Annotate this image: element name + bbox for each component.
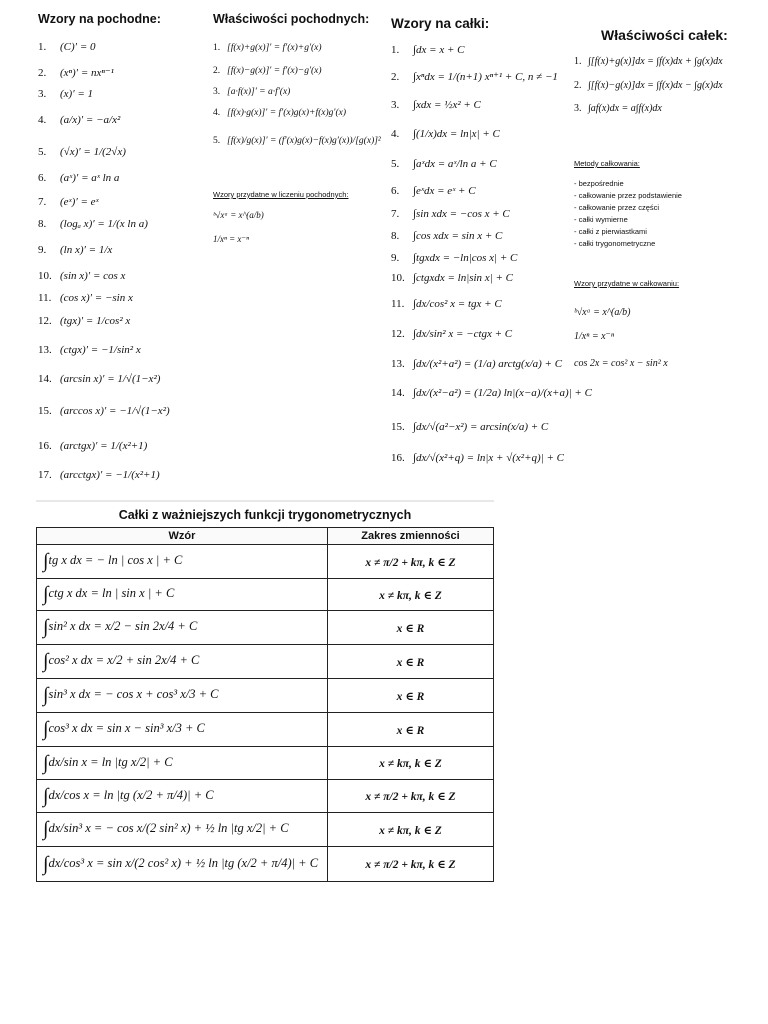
derivative-prop-formula: [f(x)·g(x)]′ = f′(x)g(x)+f(x)g′(x) [227, 108, 347, 118]
derivative-item [38, 292, 133, 304]
table-row [37, 813, 494, 847]
range-cell: x ∈ R [328, 679, 494, 713]
formula-cell [37, 679, 328, 713]
derivative-number: 1. [38, 41, 47, 53]
table-row [37, 645, 494, 679]
formula-cell [37, 847, 328, 882]
formula-text: cos² x dx = x/2 + sin 2x/4 + C [48, 653, 200, 667]
range-cell: x ≠ π/2 + kπ, k ∈ Z [328, 545, 494, 579]
range-cell: x ≠ π/2 + kπ, k ∈ Z [328, 847, 494, 882]
derivative-number: 16. [38, 440, 52, 452]
integral-helper-formula: ᵇ√xᵃ = x^(a/b) [574, 307, 631, 318]
integral-item [391, 230, 502, 242]
derivative-number: 11. [38, 292, 52, 304]
col-header-formula: Wzór [37, 528, 328, 545]
integral-number: 14. [391, 387, 405, 399]
integral-sign-icon: ∫ [43, 650, 49, 672]
integral-helper-title: Wzory przydatne w całkowaniu: [574, 279, 680, 288]
derivative-item [38, 114, 120, 126]
derivative-prop-number: 2. [213, 66, 221, 76]
table-row [37, 545, 494, 579]
formula-text: dx/sin³ x = − cos x/(2 sin² x) + ½ ln |tg x/2| + C [48, 821, 289, 835]
derivative-formula: (cos x)′ = −sin x [60, 292, 133, 304]
integral-number: 7. [391, 208, 400, 220]
range-cell: x ≠ π/2 + kπ, k ∈ Z [328, 780, 494, 813]
derivative-item [38, 196, 99, 208]
formula-cell [37, 579, 328, 611]
formula-text: dx/cos³ x = sin x/(2 cos² x) + ½ ln |tg (x/2 + π/4)| + C [48, 855, 319, 870]
derivative-helper-formula: ᵇ√xᵃ = x^(a/b) [213, 210, 264, 220]
integral-number: 16. [391, 452, 405, 464]
integral-formula: ∫dx = x + C [413, 44, 465, 56]
trig-table-title: Całki z ważniejszych funkcji trygonometrycznych [118, 508, 412, 522]
derivative-props-title: Właściwości pochodnych: [213, 12, 370, 26]
table-row [37, 847, 494, 882]
formula-text: dx/sin x = ln |tg x/2| + C [48, 754, 173, 769]
integral-number: 9. [391, 252, 400, 264]
trig-integrals-table [36, 527, 494, 882]
integral-sign-icon: ∫ [43, 784, 49, 807]
integral-number: 11. [391, 298, 405, 310]
derivative-item [38, 373, 160, 385]
derivative-item [38, 88, 93, 100]
derivative-prop-item [213, 108, 346, 118]
derivative-number: 9. [38, 244, 47, 256]
derivative-number: 6. [38, 172, 47, 184]
range-cell: x ≠ kπ, k ∈ Z [328, 579, 494, 611]
integral-sign-icon: ∫ [43, 684, 49, 706]
integral-prop-item [574, 56, 723, 67]
derivative-item [38, 270, 125, 282]
derivative-prop-formula: [f(x)−g(x)]′ = f′(x)−g′(x) [227, 66, 322, 76]
methods-list [574, 178, 682, 250]
integral-sign-icon: ∫ [43, 583, 49, 605]
derivative-formula: (eˣ)′ = eˣ [60, 196, 99, 208]
integral-item [391, 44, 464, 56]
integral-item [391, 298, 502, 310]
derivative-item [38, 440, 147, 452]
integral-prop-formula: ∫[f(x)+g(x)]dx = ∫f(x)dx + ∫g(x)dx [588, 56, 723, 67]
integral-number: 13. [391, 358, 405, 370]
method-item: - całki wymierne [574, 215, 628, 224]
integral-formula: ∫dx/√(x²+q) = ln|x + √(x²+q)| + C [413, 452, 564, 464]
derivative-prop-item [213, 43, 322, 53]
formula-text: cos³ x dx = sin x − sin³ x/3 + C [48, 721, 205, 735]
integral-number: 8. [391, 230, 400, 242]
formula-text: ctg x dx = ln | sin x | + C [48, 586, 175, 600]
derivative-prop-formula: [a·f(x)]′ = a·f′(x) [227, 87, 291, 97]
derivative-prop-item [213, 66, 322, 76]
integral-formula: ∫cos xdx = sin x + C [413, 230, 503, 242]
derivative-number: 13. [38, 344, 52, 356]
formula-text: dx/cos x = ln |tg (x/2 + π/4)| + C [48, 787, 214, 802]
formula-cell [37, 780, 328, 813]
integral-item [391, 272, 513, 284]
derivative-formula: (aˣ)′ = aˣ ln a [60, 172, 120, 184]
derivative-prop-formula: [f(x)/g(x)]′ = (f′(x)g(x)−f(x)g′(x))/[g(x)]² [227, 136, 381, 146]
derivative-prop-number: 5. [213, 136, 221, 146]
integral-number: 2. [391, 71, 400, 83]
derivative-helper-formula: 1/xⁿ = x⁻ⁿ [213, 234, 249, 244]
integral-item [391, 158, 497, 170]
table-row [37, 780, 494, 813]
derivative-formula: (xⁿ)′ = nxⁿ⁻¹ [60, 67, 114, 79]
integral-number: 1. [391, 44, 400, 56]
derivative-formula: (arccos x)′ = −1/√(1−x²) [60, 405, 170, 417]
formula-cell [37, 611, 328, 645]
derivative-formula: (a/x)′ = −a/x² [60, 114, 121, 126]
table-row [37, 579, 494, 611]
integral-item [391, 358, 562, 370]
integral-sign-icon: ∫ [43, 751, 49, 774]
derivative-formula: (x)′ = 1 [60, 88, 94, 100]
integral-item [391, 70, 558, 83]
method-item: - całki trygonometryczne [574, 239, 656, 248]
integral-prop-item [574, 80, 723, 91]
integral-number: 5. [391, 158, 400, 170]
derivative-prop-item [213, 136, 381, 146]
formula-text: tg x dx = − ln | cos x | + C [48, 553, 183, 567]
derivative-formula: (√x)′ = 1/(2√x) [60, 146, 126, 158]
formula-text: sin³ x dx = − cos x + cos³ x/3 + C [48, 687, 219, 701]
derivative-item [38, 405, 170, 417]
derivative-prop-formula: [f(x)+g(x)]′ = f′(x)+g′(x) [227, 43, 322, 53]
derivative-number: 15. [38, 405, 52, 417]
integral-prop-formula: ∫af(x)dx = a∫f(x)dx [588, 103, 662, 114]
integral-number: 6. [391, 185, 400, 197]
integral-item [391, 99, 481, 111]
formula-cell [37, 545, 328, 579]
derivative-prop-item [213, 87, 290, 97]
formula-cell [37, 747, 328, 780]
integral-item [391, 185, 476, 197]
derivative-item [38, 469, 160, 481]
integral-formula: ∫dx/cos² x = tgx + C [413, 298, 502, 310]
integral-formula: ∫tgxdx = −ln|cos x| + C [413, 252, 518, 264]
integral-formula: ∫eˣdx = eˣ + C [413, 185, 476, 197]
integral-formula: ∫ctgxdx = ln|sin x| + C [413, 272, 513, 284]
integral-sign-icon: ∫ [43, 852, 49, 875]
derivative-item [38, 66, 114, 79]
table-header-row [37, 528, 494, 545]
derivative-number: 3. [38, 88, 47, 100]
integral-formula: ∫aˣdx = aˣ/ln a + C [413, 158, 497, 170]
range-cell: x ∈ R [328, 611, 494, 645]
integral-item [391, 452, 564, 464]
formula-cell [37, 813, 328, 847]
derivative-item [38, 41, 96, 53]
table-row [37, 679, 494, 713]
derivative-prop-number: 3. [213, 87, 221, 97]
derivative-item [38, 146, 126, 158]
derivative-number: 4. [38, 114, 47, 126]
integral-number: 3. [391, 99, 400, 111]
methods-title: Metody całkowania: [574, 159, 640, 168]
derivative-number: 8. [38, 218, 47, 230]
integral-formula: ∫dx/sin² x = −ctgx + C [413, 328, 513, 340]
derivative-item [38, 172, 119, 184]
derivative-helper-title: Wzory przydatne w liczeniu pochodnych: [213, 190, 349, 199]
range-cell: x ∈ R [328, 713, 494, 747]
integral-formula: ∫xⁿdx = 1/(n+1) xⁿ⁺¹ + C, n ≠ −1 [413, 71, 558, 83]
integral-prop-number: 1. [574, 56, 582, 67]
col-header-range: Zakres zmienności [328, 528, 494, 545]
derivative-number: 2. [38, 67, 47, 79]
integral-sign-icon: ∫ [43, 616, 49, 638]
integral-prop-formula: ∫[f(x)−g(x)]dx = ∫f(x)dx − ∫g(x)dx [588, 80, 723, 91]
integral-prop-item [574, 103, 662, 114]
formula-text: sin² x dx = x/2 − sin 2x/4 + C [48, 619, 198, 633]
integral-item [391, 387, 592, 399]
derivative-formula: (arctgx)′ = 1/(x²+1) [60, 440, 148, 452]
integral-helper-formula: 1/xⁿ = x⁻ⁿ [574, 331, 614, 342]
derivative-formula: (ctgx)′ = −1/sin² x [60, 344, 141, 356]
integral-props-title: Właściwości całek: [601, 27, 728, 43]
integral-prop-number: 3. [574, 103, 582, 114]
range-cell: x ≠ kπ, k ∈ Z [328, 747, 494, 780]
integral-sign-icon: ∫ [43, 550, 49, 572]
integral-formula: ∫sin xdx = −cos x + C [413, 208, 510, 220]
derivative-number: 5. [38, 146, 47, 158]
derivative-prop-number: 4. [213, 108, 221, 118]
formula-cell [37, 645, 328, 679]
integral-sign-icon: ∫ [43, 718, 49, 740]
derivative-formula: (C)′ = 0 [60, 41, 96, 53]
derivative-formula: (sin x)′ = cos x [60, 270, 126, 282]
derivative-prop-number: 1. [213, 43, 221, 53]
table-row [37, 747, 494, 780]
section-divider [36, 500, 494, 502]
integrals-title: Wzory na całki: [391, 16, 490, 31]
integral-number: 12. [391, 328, 405, 340]
table-row [37, 713, 494, 747]
integral-number: 4. [391, 128, 400, 140]
derivative-formula: (ln x)′ = 1/x [60, 244, 113, 256]
integral-formula: ∫dx/√(a²−x²) = arcsin(x/a) + C [413, 421, 549, 433]
derivative-formula: (logₐ x)′ = 1/(x ln a) [60, 218, 148, 230]
table-row [37, 611, 494, 645]
integral-number: 10. [391, 272, 405, 284]
derivative-number: 17. [38, 469, 52, 481]
derivative-formula: (arcctgx)′ = −1/(x²+1) [60, 469, 160, 481]
integral-item [391, 128, 500, 140]
derivative-number: 10. [38, 270, 52, 282]
range-cell: x ∈ R [328, 645, 494, 679]
integral-number: 15. [391, 421, 405, 433]
derivatives-title: Wzory na pochodne: [38, 12, 161, 26]
integral-item [391, 421, 548, 433]
range-cell: x ≠ kπ, k ∈ Z [328, 813, 494, 847]
derivative-item [38, 244, 112, 256]
derivative-item [38, 315, 130, 327]
integral-prop-number: 2. [574, 80, 582, 91]
integral-formula: ∫(1/x)dx = ln|x| + C [413, 128, 500, 140]
method-item: - całkowanie przez części [574, 203, 660, 212]
integral-item [391, 328, 512, 340]
integral-helper-formula: cos 2x = cos² x − sin² x [574, 358, 668, 369]
formula-cell [37, 713, 328, 747]
derivative-number: 7. [38, 196, 47, 208]
derivative-formula: (arcsin x)′ = 1/√(1−x²) [60, 373, 161, 385]
derivative-formula: (tgx)′ = 1/cos² x [60, 315, 131, 327]
integral-sign-icon: ∫ [43, 818, 49, 840]
method-item: - całki z pierwiastkami [574, 227, 647, 236]
integral-formula: ∫xdx = ½x² + C [413, 99, 481, 111]
integral-item [391, 208, 510, 220]
derivative-number: 12. [38, 315, 52, 327]
integral-formula: ∫dx/(x²−a²) = (1/2a) ln|(x−a)/(x+a)| + C [413, 387, 592, 399]
integral-formula: ∫dx/(x²+a²) = (1/a) arctg(x/a) + C [413, 358, 563, 370]
integral-item [391, 252, 517, 264]
derivative-item [38, 218, 148, 230]
derivative-number: 14. [38, 373, 52, 385]
method-item: - bezpośrednie [574, 179, 624, 188]
method-item: - całkowanie przez podstawienie [574, 191, 682, 200]
derivative-item [38, 344, 141, 356]
